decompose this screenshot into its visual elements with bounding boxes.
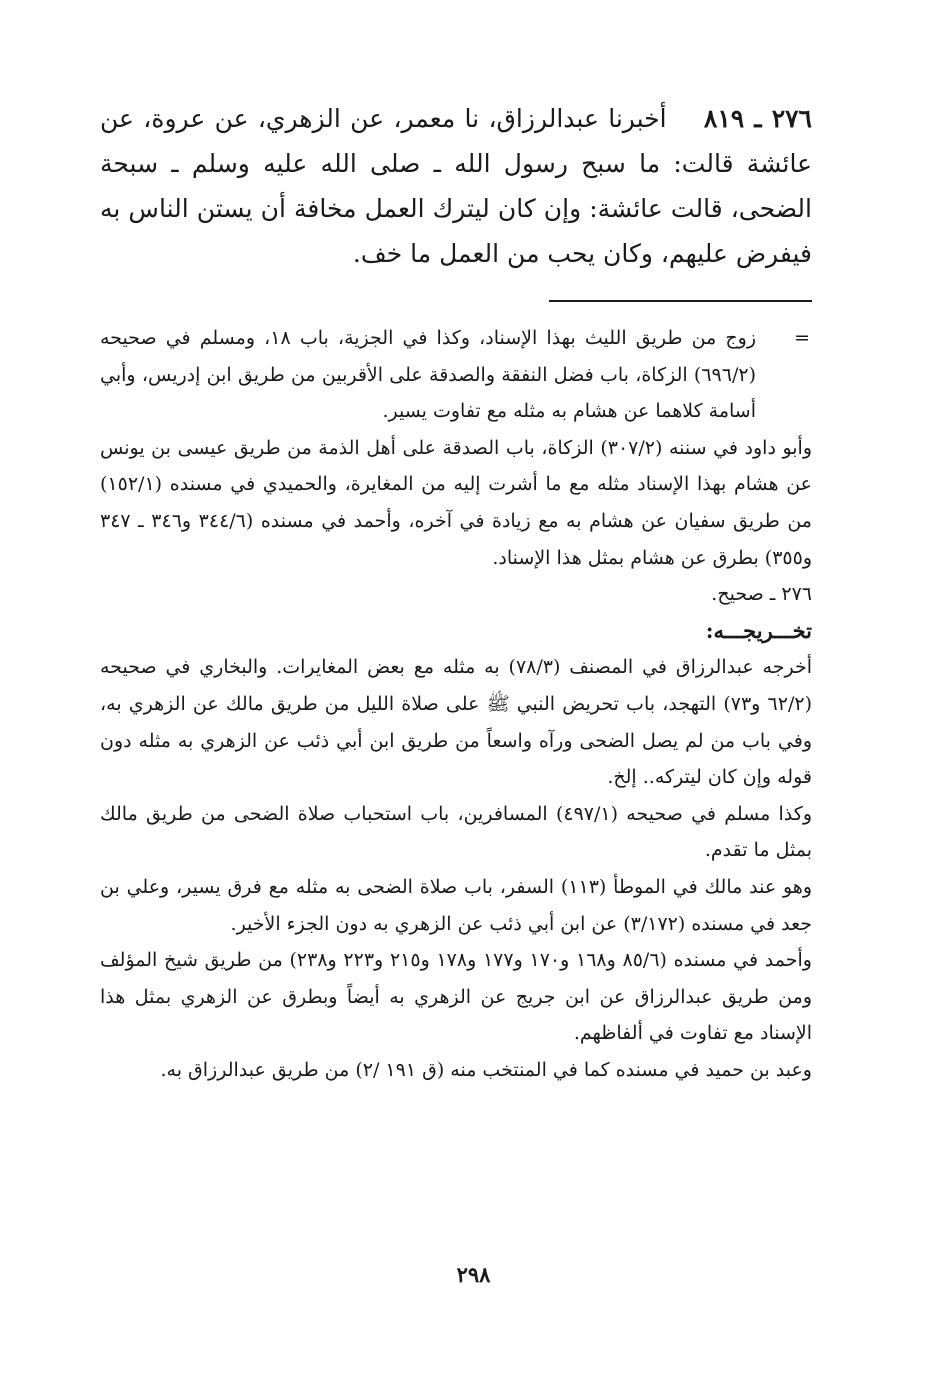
page-content bbox=[100, 96, 813, 1081]
takhrij-paragraph: وكذا مسلم في صحيحه (٤٩٧/١) المسافرين، باب استحباب صلاة الضحى من طريق مالك بمثل ما تقدم. bbox=[100, 802, 812, 862]
takhrij-paragraph: وهو عند مالك في الموطأ (١١٣) السفر، باب صلاة الضحى به مثله مع فرق يسير، وعلي بن جعد في مسنده (٣/١٧٢) عن ابن أبي ذئب عن الزهري به دون الجزء الأخير. bbox=[100, 875, 812, 935]
note-276-line bbox=[100, 576, 812, 613]
hadith-number: ٢٧٦ ـ ٨١٩ bbox=[703, 104, 812, 133]
hadith-body: أخبرنا عبدالرزاق، نا معمر، عن الزهري، عن عروة، عن عائشة قالت: ما سبح رسول الله ـ صلى الله عليه وسلم ـ سبحة الضحى، قالت عائشة: وإن كان ليترك العمل مخافة أن يستن الناس به فيفرض عليهم، وكان يحب من العمل ما خف. bbox=[100, 104, 812, 268]
takhrij-paragraph: وأحمد في مسنده (٨٥/٦ و١٦٨ و١٧٠ و١٧٧ و١٧٨ و٢١٥ و٢٢٣ و٢٣٨) من طريق شيخ المؤلف ومن طريق عبدالرزاق عن ابن جريج عن الزهري به أيضاً وبطرق عن الزهري بمثل هذا الإسناد مع تفاوت في ألفاظهم. bbox=[100, 949, 812, 1045]
hadith-text bbox=[100, 96, 812, 276]
note-number: ٢٧٦ ـ bbox=[769, 583, 812, 606]
takhrij-heading: تخـــريجـــه: bbox=[705, 617, 812, 643]
note-grade: صحيح. bbox=[711, 583, 764, 606]
footnote-paragraph: زوج من طريق الليث بهذا الإسناد، وكذا في الجزية، باب ١٨، ومسلم في صحيحه (٦٩٦/٢) الزكاة، باب فضل النفقة والصدقة على الأقربين من طريق ابن إدريس، وأبي أسامة كلاهما عن هشام به مثله مع تفاوت يسير. bbox=[100, 327, 756, 423]
footnote-paragraph: وأبو داود في سننه (٣٠٧/٢) الزكاة، باب الصدقة على أهل الذمة من طريق عيسى بن يونس عن هشام بهذا الإسناد مثله مع ما أشرت إليه من المغايرة، والحميدي في مسنده (١٥٢/١) من طريق سفيان عن هشام به مع زيادة في آخره، وأحمد في مسنده (٣٤٤/٦ و٣٤٦ ـ ٣٤٧ و٣٥٥) بطرق عن هشام بمثل هذا الإسناد. bbox=[100, 436, 813, 569]
continuation-mark: = bbox=[794, 327, 810, 349]
footnote-separator bbox=[549, 300, 812, 302]
footnotes bbox=[100, 320, 812, 1088]
page-number: ٢٩٨ bbox=[456, 1262, 491, 1287]
takhrij-paragraph: أخرجه عبدالرزاق في المصنف (٧٨/٣) به مثله مع بعض المغايرات. والبخاري في صحيحه (٦٢/٢ و٧٣) التهجد، باب تحريض النبي ﷺ على صلاة الليل من طريق مالك عن الزهري به، وفي باب من لم يصل الضحى ورآه واسعاً من طريق ابن أبي ذئب عن الزهري به مثله دون قوله وإن كان ليتركه.. إلخ. bbox=[100, 656, 812, 789]
footnote-continuation bbox=[100, 320, 812, 430]
takhrij-paragraph: وعبد بن حميد في مسنده كما في المنتخب منه (ق ١٩١ /٢) من طريق عبدالرزاق به. bbox=[160, 1058, 812, 1081]
